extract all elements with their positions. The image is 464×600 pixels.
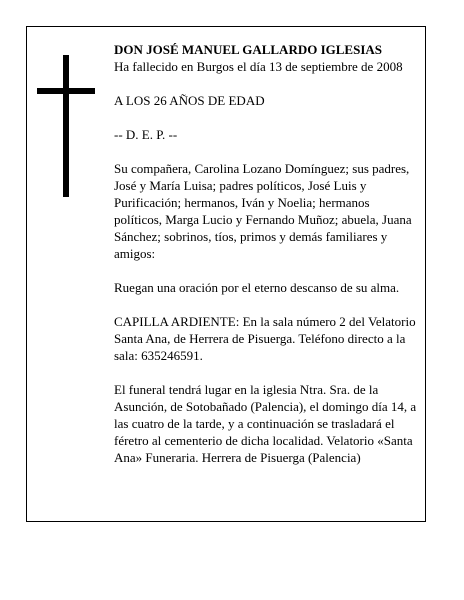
family-paragraph: Su compañera, Carolina Lozano Domínguez; sus padres, José y María Luisa; padres políticos, José Luis y Purificación; hermanos, Iván y Noelia; hermanos políticos, Marga Lucio y Fernando Muñoz; abuela, Juana Sánchez; sobrinos, tíos, primos y demás familiares y amigos: [114, 161, 412, 261]
cross-vertical-bar [63, 55, 69, 197]
notice-text [114, 41, 420, 483]
age-line: A LOS 26 AÑOS DE EDAD [114, 93, 265, 108]
obituary-notice [26, 26, 426, 522]
rip-line: -- D. E. P. -- [114, 127, 178, 142]
chapel-label: CAPILLA ARDIENTE: [114, 314, 240, 329]
death-announcement: Ha fallecido en Burgos el día 13 de septiembre de 2008 [114, 59, 403, 74]
cross-icon [37, 55, 95, 197]
chapel-text: En la sala número 2 del Velatorio Santa Ana, de Herrera de Pisuerga. Teléfono directo a la sala: 635246591. [114, 314, 416, 363]
funeral-paragraph: El funeral tendrá lugar en la iglesia Ntra. Sra. de la Asunción, de Sotobañado (Palencia), el domingo día 14, a las cuatro de la tarde, y a continuación se trasladará el féretro al cementerio de dicha localidad. Velatorio «Santa Ana» Funeraria. Herrera de Pisuerga (Palencia) [114, 382, 417, 465]
chapel-paragraph [114, 313, 420, 364]
deceased-name: DON JOSÉ MANUEL GALLARDO IGLESIAS [114, 42, 382, 57]
cross-horizontal-bar [37, 88, 95, 94]
prayer-paragraph: Ruegan una oración por el eterno descanso de su alma. [114, 280, 400, 295]
